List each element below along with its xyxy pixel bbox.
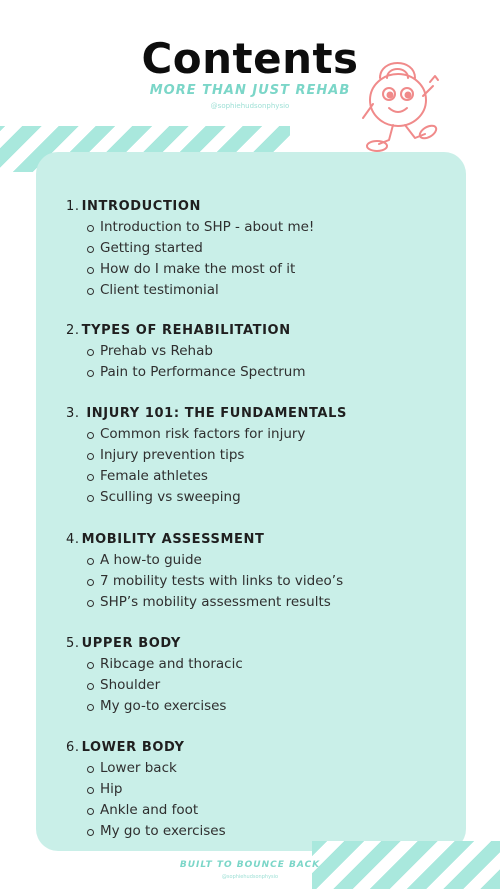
list-item xyxy=(66,592,343,613)
list-item xyxy=(66,424,347,445)
list-item xyxy=(66,362,306,383)
footer-handle: @sophiehudsonphysio xyxy=(221,874,279,880)
bullet-icon xyxy=(87,683,94,690)
section-heading xyxy=(66,197,314,217)
bullet-icon xyxy=(87,225,94,232)
list-item-label: Sculling vs sweeping xyxy=(100,489,241,505)
bullet-icon xyxy=(87,704,94,711)
kettlebell-mascot-icon xyxy=(355,48,445,158)
list-item xyxy=(66,238,314,259)
section-title: INTRODUCTION xyxy=(81,199,201,214)
list-item-label: Female athletes xyxy=(100,468,208,484)
list-item xyxy=(66,654,243,675)
bullet-icon xyxy=(87,474,94,481)
section-injury-101 xyxy=(66,404,347,508)
page-title: Contents xyxy=(141,34,359,83)
bullet-icon xyxy=(87,267,94,274)
section-types-of-rehabilitation xyxy=(66,321,306,383)
list-item-label: Client testimonial xyxy=(100,282,219,298)
bullet-icon xyxy=(87,495,94,502)
list-item xyxy=(66,550,343,571)
bullet-icon xyxy=(87,579,94,586)
list-item-label: Ribcage and thoracic xyxy=(100,656,243,672)
list-item-label: Hip xyxy=(100,781,123,797)
bullet-icon xyxy=(87,662,94,669)
section-title: LOWER BODY xyxy=(81,740,185,755)
footer-tagline: BUILT TO BOUNCE BACK xyxy=(179,860,321,870)
section-heading xyxy=(66,404,347,424)
section-heading xyxy=(66,738,226,758)
section-number: 6. xyxy=(66,740,80,755)
list-item xyxy=(66,280,314,301)
list-item-label: Ankle and foot xyxy=(100,802,199,818)
page-subtitle: MORE THAN JUST REHAB xyxy=(149,83,351,98)
list-item-label: Prehab vs Rehab xyxy=(100,343,213,359)
section-number: 1. xyxy=(66,199,80,214)
section-item-list xyxy=(66,341,306,383)
bullet-icon xyxy=(87,766,94,773)
section-item-list xyxy=(66,758,226,842)
section-title: UPPER BODY xyxy=(81,636,181,651)
bullet-icon xyxy=(87,600,94,607)
list-item-label: A how-to guide xyxy=(100,552,202,568)
bullet-icon xyxy=(87,558,94,565)
section-introduction xyxy=(66,197,314,301)
list-item-label: Shoulder xyxy=(100,677,161,693)
list-item xyxy=(66,821,226,842)
list-item xyxy=(66,779,226,800)
section-number: 2. xyxy=(66,323,80,338)
section-lower-body xyxy=(66,738,226,842)
section-upper-body xyxy=(66,634,243,717)
list-item-label: Pain to Performance Spectrum xyxy=(100,364,306,380)
list-item xyxy=(66,217,314,238)
section-item-list xyxy=(66,654,243,717)
list-item xyxy=(66,341,306,362)
list-item-label: SHP’s mobility assessment results xyxy=(100,594,331,610)
list-item-label: My go-to exercises xyxy=(100,698,227,714)
list-item-label: Lower back xyxy=(100,760,177,776)
bullet-icon xyxy=(87,288,94,295)
bullet-icon xyxy=(87,453,94,460)
list-item xyxy=(66,466,347,487)
section-heading xyxy=(66,634,243,654)
list-item-label: Injury prevention tips xyxy=(100,447,245,463)
section-number: 4. xyxy=(66,532,80,547)
section-heading xyxy=(66,530,343,550)
section-item-list xyxy=(66,217,314,301)
list-item-label: Common risk factors for injury xyxy=(100,426,306,442)
section-item-list xyxy=(66,424,347,508)
section-title: TYPES OF REHABILITATION xyxy=(81,323,291,338)
social-handle: @sophiehudsonphysio xyxy=(210,102,290,110)
bullet-icon xyxy=(87,370,94,377)
list-item xyxy=(66,800,226,821)
list-item xyxy=(66,571,343,592)
section-title: INJURY 101: THE FUNDAMENTALS xyxy=(86,406,347,421)
list-item xyxy=(66,259,314,280)
bullet-icon xyxy=(87,432,94,439)
list-item-label: Introduction to SHP - about me! xyxy=(100,219,315,235)
bullet-icon xyxy=(87,246,94,253)
section-title: MOBILITY ASSESSMENT xyxy=(81,532,265,547)
list-item xyxy=(66,445,347,466)
bullet-icon xyxy=(87,829,94,836)
section-heading xyxy=(66,321,306,341)
list-item xyxy=(66,487,347,508)
list-item xyxy=(66,675,243,696)
section-mobility-assessment xyxy=(66,530,343,613)
bullet-icon xyxy=(87,349,94,356)
list-item xyxy=(66,696,243,717)
list-item-label: Getting started xyxy=(100,240,203,256)
bullet-icon xyxy=(87,808,94,815)
list-item-label: 7 mobility tests with links to video’s xyxy=(100,573,344,589)
section-number: 5. xyxy=(66,636,80,651)
list-item xyxy=(66,758,226,779)
section-item-list xyxy=(66,550,343,613)
section-number: 3. xyxy=(66,406,85,421)
list-item-label: My go to exercises xyxy=(100,823,226,839)
list-item-label: How do I make the most of it xyxy=(100,261,296,277)
bullet-icon xyxy=(87,787,94,794)
